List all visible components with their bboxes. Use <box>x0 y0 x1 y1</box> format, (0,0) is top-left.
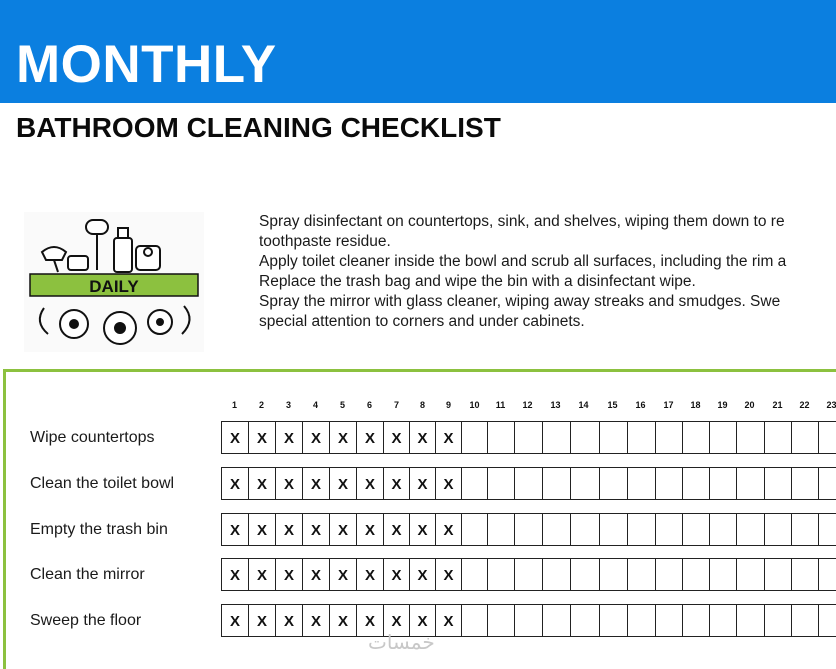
day-number: 14 <box>578 400 589 410</box>
checklist-cell[interactable]: X <box>329 421 356 454</box>
checklist-cell[interactable] <box>764 558 791 591</box>
checklist-cell[interactable]: X <box>356 467 383 500</box>
checklist-cell[interactable] <box>627 467 655 500</box>
checklist-cell[interactable] <box>764 467 791 500</box>
checklist-cell[interactable] <box>487 421 514 454</box>
checklist-cell[interactable] <box>655 558 682 591</box>
checklist-cell[interactable] <box>627 421 655 454</box>
checklist-cell[interactable] <box>542 421 570 454</box>
checklist-cell[interactable]: X <box>248 467 275 500</box>
description-line: Spray disinfectant on countertops, sink, and shelves, wiping them down to re <box>259 213 785 230</box>
checklist-cell[interactable]: X <box>383 421 409 454</box>
task-label: Clean the toilet bowl <box>30 475 175 492</box>
checklist-cell[interactable] <box>791 558 818 591</box>
day-number: 9 <box>445 400 451 410</box>
checklist-cell[interactable] <box>599 513 627 546</box>
checklist-cell[interactable]: X <box>409 467 435 500</box>
checklist-cell[interactable]: X <box>356 604 383 637</box>
checklist-cell[interactable]: X <box>221 467 248 500</box>
checklist-cell[interactable] <box>764 604 791 637</box>
checklist-cell[interactable]: X <box>275 604 302 637</box>
checklist-cell[interactable] <box>709 513 736 546</box>
day-number: 21 <box>772 400 783 410</box>
checklist-cell[interactable] <box>514 421 542 454</box>
day-number: 6 <box>366 400 372 410</box>
checklist-cell[interactable] <box>791 467 818 500</box>
checklist-cell[interactable]: X <box>221 421 248 454</box>
description-line: special attention to corners and under cabinets. <box>259 313 585 330</box>
checklist-cell[interactable] <box>791 604 818 637</box>
checklist-cell[interactable] <box>791 513 818 546</box>
checklist-cell[interactable] <box>818 467 836 500</box>
checklist-cell[interactable] <box>570 558 599 591</box>
day-number: 2 <box>258 400 264 410</box>
checklist-cell[interactable]: X <box>302 513 329 546</box>
day-number: 16 <box>635 400 646 410</box>
checklist-cell[interactable] <box>514 513 542 546</box>
checklist-cell[interactable]: X <box>435 558 461 591</box>
checklist-cell[interactable] <box>570 421 599 454</box>
checklist-cell[interactable]: X <box>409 604 435 637</box>
day-number: 5 <box>339 400 345 410</box>
checklist-cell[interactable] <box>487 467 514 500</box>
checklist-cell[interactable]: X <box>302 558 329 591</box>
day-number: 18 <box>690 400 701 410</box>
day-number: 19 <box>717 400 728 410</box>
description-line: Apply toilet cleaner inside the bowl and scrub all surfaces, including the rim a <box>259 253 787 270</box>
checklist-cell[interactable] <box>818 604 836 637</box>
checklist-cell[interactable]: X <box>302 467 329 500</box>
checklist-cell[interactable]: X <box>221 558 248 591</box>
checklist-cell[interactable] <box>627 604 655 637</box>
checklist-cell[interactable] <box>655 421 682 454</box>
checklist-cell[interactable] <box>791 421 818 454</box>
task-label: Wipe countertops <box>30 429 155 446</box>
cleaning-supplies-logo <box>24 212 204 352</box>
checklist-cell[interactable] <box>514 467 542 500</box>
task-label: Clean the mirror <box>30 566 145 583</box>
checklist-cell[interactable] <box>487 604 514 637</box>
checklist-cell[interactable] <box>682 558 709 591</box>
day-number: 17 <box>663 400 674 410</box>
checklist-cell[interactable] <box>514 604 542 637</box>
checklist-cell[interactable] <box>461 604 487 637</box>
checklist-cell[interactable] <box>461 513 487 546</box>
checklist-cell[interactable] <box>818 421 836 454</box>
checklist-cell[interactable]: X <box>221 604 248 637</box>
checklist-cell[interactable] <box>599 467 627 500</box>
checklist-cell[interactable] <box>570 467 599 500</box>
checklist-cell[interactable]: X <box>329 513 356 546</box>
checklist-cell[interactable]: X <box>383 467 409 500</box>
checklist-cell[interactable] <box>570 513 599 546</box>
checklist-cell[interactable]: X <box>383 558 409 591</box>
checklist-cell[interactable] <box>682 467 709 500</box>
checklist-cell[interactable]: X <box>302 604 329 637</box>
day-number: 7 <box>393 400 399 410</box>
checklist-cell[interactable] <box>682 604 709 637</box>
checklist-cell[interactable]: X <box>435 421 461 454</box>
day-number: 4 <box>312 400 318 410</box>
checklist-cell[interactable]: X <box>409 421 435 454</box>
checklist-cell[interactable]: X <box>435 467 461 500</box>
checklist-cell[interactable]: X <box>248 421 275 454</box>
checklist-cell[interactable] <box>764 421 791 454</box>
day-number: 3 <box>285 400 291 410</box>
checklist-cell[interactable] <box>461 558 487 591</box>
checklist-subtitle: BATHROOM CLEANING CHECKLIST <box>16 112 501 143</box>
checklist-cell[interactable]: X <box>409 513 435 546</box>
day-number: 22 <box>799 400 810 410</box>
logo-label: DAILY <box>89 277 139 296</box>
checklist-cell[interactable] <box>682 513 709 546</box>
checklist-cell[interactable] <box>764 513 791 546</box>
day-number: 15 <box>607 400 618 410</box>
checklist-cell[interactable] <box>514 558 542 591</box>
checklist-cell[interactable] <box>736 421 764 454</box>
page-title: MONTHLY <box>16 35 277 94</box>
task-label: Empty the trash bin <box>30 521 168 538</box>
day-number: 20 <box>744 400 755 410</box>
checklist-cell[interactable] <box>599 421 627 454</box>
day-number: 13 <box>550 400 561 410</box>
checklist-cell[interactable] <box>655 467 682 500</box>
day-number: 11 <box>495 400 506 410</box>
checklist-cell[interactable]: X <box>356 558 383 591</box>
checklist-cell[interactable]: X <box>383 513 409 546</box>
checklist-cell[interactable] <box>570 604 599 637</box>
checklist-cell[interactable] <box>709 421 736 454</box>
checklist-cell[interactable] <box>487 513 514 546</box>
checklist-cell[interactable]: X <box>409 558 435 591</box>
checklist-cell[interactable] <box>736 467 764 500</box>
checklist-cell[interactable] <box>736 604 764 637</box>
description-line: toothpaste residue. <box>259 233 391 250</box>
checklist-cell[interactable] <box>736 558 764 591</box>
checklist-cell[interactable]: X <box>302 421 329 454</box>
description-line: Spray the mirror with glass cleaner, wiping away streaks and smudges. Swe <box>259 293 781 310</box>
checklist-cell[interactable] <box>599 558 627 591</box>
day-number: 10 <box>469 400 480 410</box>
checklist-cell[interactable] <box>627 513 655 546</box>
checklist-cell[interactable]: X <box>275 421 302 454</box>
checklist-cell[interactable]: X <box>435 513 461 546</box>
checklist-cell[interactable]: X <box>356 513 383 546</box>
checklist-cell[interactable] <box>736 513 764 546</box>
checklist-cell[interactable]: X <box>275 513 302 546</box>
checklist-cell[interactable]: X <box>275 467 302 500</box>
checklist-cell[interactable] <box>599 604 627 637</box>
checklist-cell[interactable]: X <box>248 513 275 546</box>
checklist-cell[interactable] <box>709 558 736 591</box>
checklist-cell[interactable] <box>461 467 487 500</box>
watermark: خمسات <box>368 630 435 654</box>
day-number: 12 <box>522 400 533 410</box>
checklist-cell[interactable] <box>487 558 514 591</box>
checklist-cell[interactable] <box>818 513 836 546</box>
checklist-cell[interactable] <box>818 558 836 591</box>
checklist-cell[interactable]: X <box>248 604 275 637</box>
checklist-cell[interactable]: X <box>356 421 383 454</box>
checklist-cell[interactable] <box>682 421 709 454</box>
description-line: Replace the trash bag and wipe the bin with a disinfectant wipe. <box>259 273 696 290</box>
checklist-cell[interactable] <box>461 421 487 454</box>
checklist-cell[interactable]: X <box>329 558 356 591</box>
checklist-cell[interactable] <box>542 467 570 500</box>
checklist-cell[interactable] <box>542 604 570 637</box>
task-label: Sweep the floor <box>30 612 142 629</box>
checklist-cell[interactable]: X <box>329 467 356 500</box>
checklist-cell[interactable] <box>542 513 570 546</box>
checklist-cell[interactable]: X <box>275 558 302 591</box>
checklist-cell[interactable]: X <box>383 604 409 637</box>
task-description <box>259 212 836 332</box>
checklist-cell[interactable]: X <box>435 604 461 637</box>
checklist-cell[interactable] <box>627 558 655 591</box>
checklist-cell[interactable]: X <box>329 604 356 637</box>
day-number: 1 <box>231 400 237 410</box>
header-banner <box>0 0 836 103</box>
checklist-cell[interactable] <box>655 513 682 546</box>
checklist-cell[interactable]: X <box>221 513 248 546</box>
checklist-cell[interactable] <box>655 604 682 637</box>
checklist-cell[interactable]: X <box>248 558 275 591</box>
checklist-cell[interactable] <box>709 604 736 637</box>
day-number: 8 <box>419 400 425 410</box>
checklist-cell[interactable] <box>709 467 736 500</box>
day-number: 23 <box>826 400 836 410</box>
checklist-cell[interactable] <box>542 558 570 591</box>
